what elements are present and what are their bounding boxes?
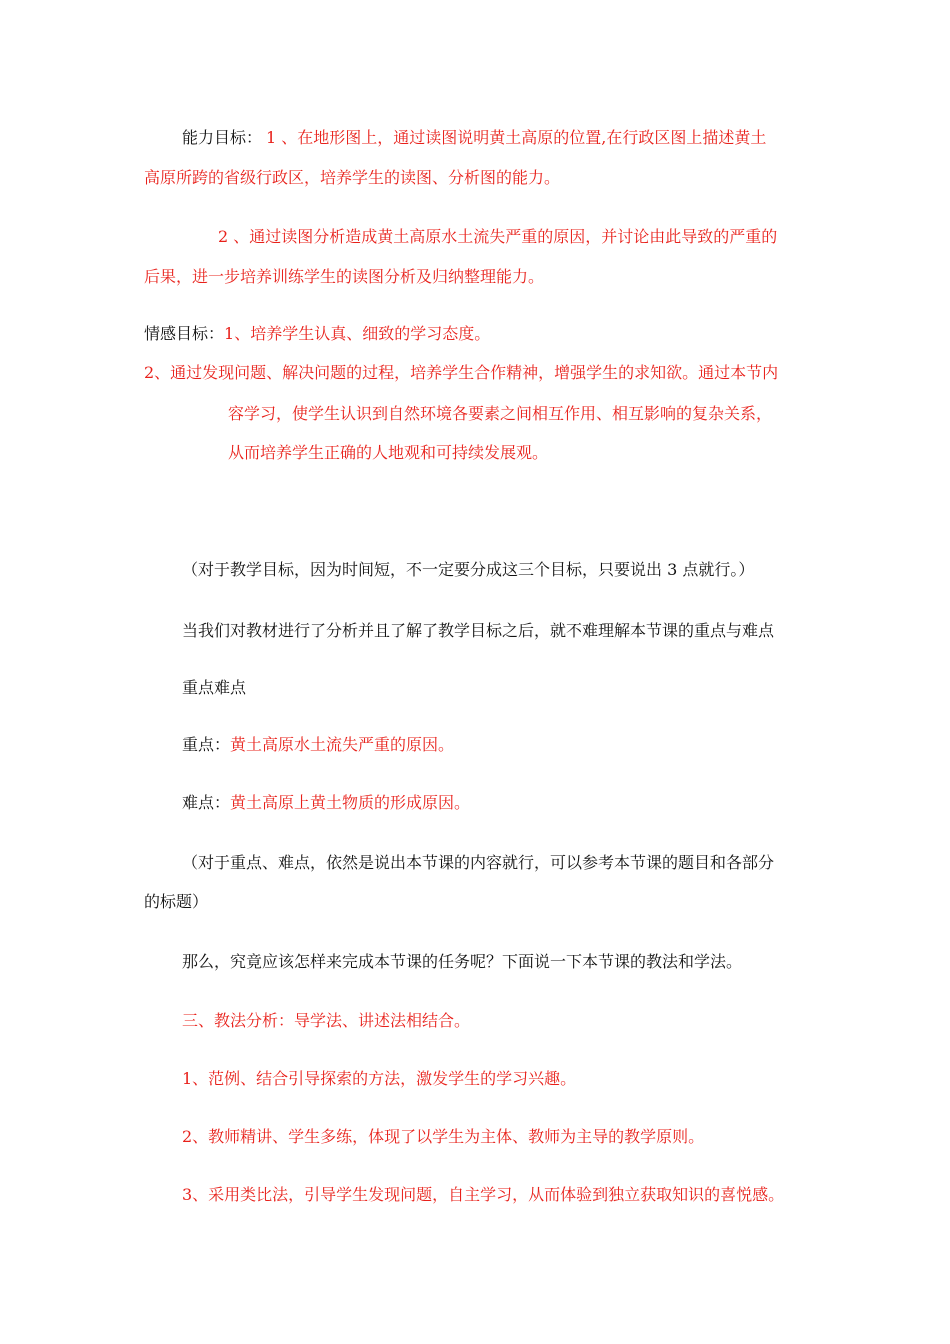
ability-goal-item-2-line-1: 2 、通过读图分析造成黄土高原水土流失严重的原因，并讨论由此导致的严重的 [218,227,778,246]
emotion-goal-item-1: 1、培养学生认真、细致的学习态度。 [224,324,491,343]
transition-paragraph-1: 当我们对教材进行了分析并且了解了教学目标之后，就不难理解本节课的重点与难点 [182,621,775,640]
transition-paragraph-2: 那么，究竟应该怎样来完成本节课的任务呢？下面说一下本节课的教法和学法。 [182,952,743,971]
key-point-line [182,734,454,756]
ability-goal-label: 能力目标： [182,128,263,147]
emotion-goal-label: 情感目标： [144,324,225,343]
teaching-method-item-2: 2、教师精讲、学生多练，体现了以学生为主体、教师为主导的教学原则。 [182,1127,705,1146]
key-note-line-2: 的标题） [144,892,209,911]
key-difficult-heading: 重点难点 [182,678,247,697]
emotion-goal-line-1 [144,323,490,345]
ability-goal-line-2: 高原所跨的省级行政区，培养学生的读图、分析图的能力。 [144,168,561,187]
teaching-method-item-3: 3、采用类比法，引导学生发现问题，自主学习，从而体验到独立获取知识的喜悦感。 [182,1185,785,1204]
difficult-point-label: 难点： [182,793,231,812]
key-point-label: 重点： [182,735,231,754]
emotion-goal-item-2-line-3: 从而培养学生正确的人地观和可持续发展观。 [228,443,549,462]
ability-goal-item-1: 1 、在地形图上，通过读图说明黄土高原的位置,在行政区图上描述黄土 [266,128,767,147]
difficult-point-line [182,792,470,814]
key-point-text: 黄土高原水土流失严重的原因。 [230,735,455,754]
teaching-method-heading: 三、教法分析：导学法、讲述法相结合。 [182,1011,471,1030]
emotion-goal-item-2-line-1: 2、通过发现问题、解决问题的过程，培养学生合作精神，增强学生的求知欲。通过本节内 [144,363,779,382]
ability-goal-line-1 [182,127,766,149]
difficult-point-text: 黄土高原上黄土物质的形成原因。 [230,793,471,812]
key-note-line-1: （对于重点、难点，依然是说出本节课的内容就行，可以参考本节课的题目和各部分 [182,853,775,872]
emotion-goal-item-2-line-2: 容学习，使学生认识到自然环境各要素之间相互作用、相互影响的复杂关系， [228,404,773,423]
teaching-method-item-1: 1、范例、结合引导探索的方法，激发学生的学习兴趣。 [182,1069,577,1088]
goals-note: （对于教学目标，因为时间短，不一定要分成这三个目标，只要说出 3 点就行。） [182,560,755,579]
ability-goal-item-2-line-2: 后果，进一步培养训练学生的读图分析及归纳整理能力。 [144,267,545,286]
